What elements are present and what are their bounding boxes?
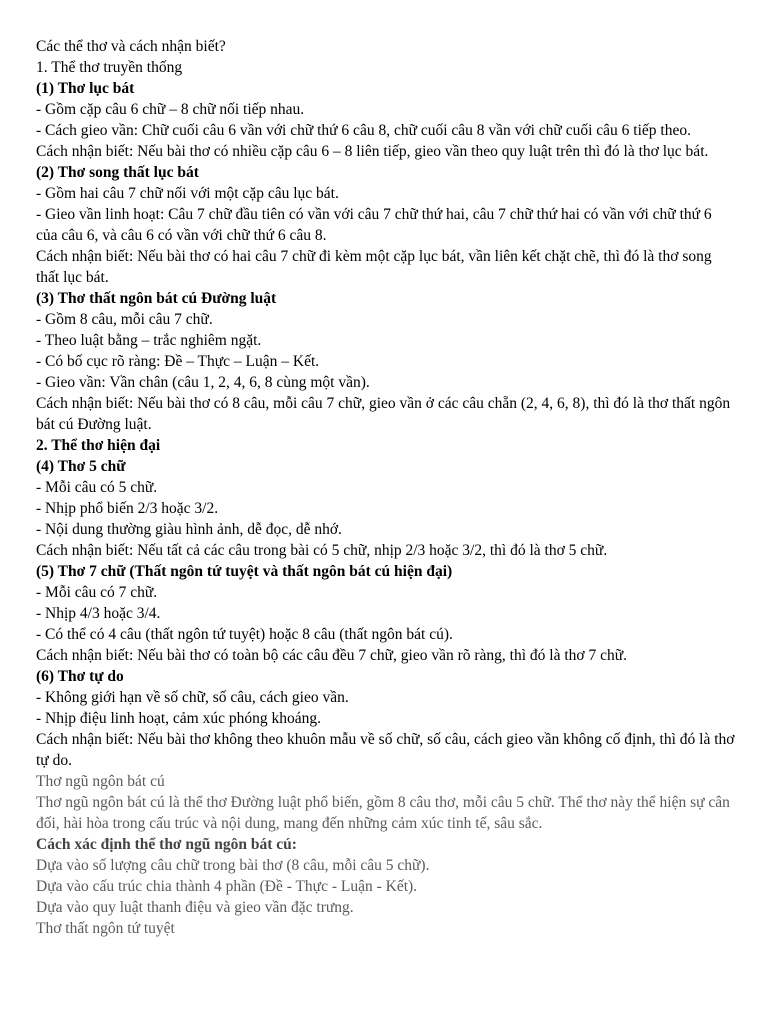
document-title: Các thể thơ và cách nhận biết? — [36, 38, 226, 55]
duong-luat-line-1: - Gồm 8 câu, mỗi câu 7 chữ. — [36, 311, 213, 328]
duong-luat-line-2: - Theo luật bằng – trắc nghiêm ngặt. — [36, 332, 262, 349]
ngu-ngon-line-3: Dựa vào quy luật thanh điệu và gieo vần đặc trưng. — [36, 899, 354, 916]
tho-7-chu-recognize: Cách nhận biết: Nếu bài thơ có toàn bộ các câu đều 7 chữ, gieo vần rõ ràng, thì đó là thơ 7 chữ. — [36, 647, 628, 664]
tho-5-chu-line-2: - Nhịp phổ biến 2/3 hoặc 3/2. — [36, 500, 219, 517]
heading-tho-7-chu: (5) Thơ 7 chữ (Thất ngôn tứ tuyệt và thất ngôn bát cú hiện đại) — [36, 563, 453, 580]
tho-tu-do-recognize: Cách nhận biết: Nếu bài thơ không theo khuôn mẫu về số chữ, số câu, cách gieo vần không cố định, thì đó là thơ tự do. — [36, 731, 735, 769]
heading-tho-5-chu: (4) Thơ 5 chữ — [36, 458, 126, 475]
luc-bat-line-1: - Gồm cặp câu 6 chữ – 8 chữ nối tiếp nhau. — [36, 101, 305, 118]
heading-duong-luat: (3) Thơ thất ngôn bát cú Đường luật — [36, 290, 277, 307]
tho-7-chu-line-2: - Nhịp 4/3 hoặc 3/4. — [36, 605, 161, 622]
duong-luat-line-3: - Có bố cục rõ ràng: Đề – Thực – Luận – Kết. — [36, 353, 320, 370]
tho-5-chu-recognize: Cách nhận biết: Nếu tất cả các câu trong bài có 5 chữ, nhịp 2/3 hoặc 3/2, thì đó là thơ 5 chữ. — [36, 542, 608, 559]
section-heading-modern: 2. Thể thơ hiện đại — [36, 437, 161, 454]
song-that-line-1: - Gồm hai câu 7 chữ nối với một cặp câu lục bát. — [36, 185, 339, 202]
tho-7-chu-line-1: - Mỗi câu có 7 chữ. — [36, 584, 158, 601]
tho-tu-do-line-2: - Nhịp điệu linh hoạt, cảm xúc phóng khoáng. — [36, 710, 321, 727]
song-that-recognize: Cách nhận biết: Nếu bài thơ có hai câu 7 chữ đi kèm một cặp lục bát, vần liên kết chặt chẽ, thì đó là thơ song thất lục bát. — [36, 248, 712, 286]
ngu-ngon-line-1: Dựa vào số lượng câu chữ trong bài thơ (8 câu, mỗi câu 5 chữ). — [36, 857, 430, 874]
tho-5-chu-line-3: - Nội dung thường giàu hình ảnh, dễ đọc, dễ nhớ. — [36, 521, 342, 538]
heading-luc-bat: (1) Thơ lục bát — [36, 80, 135, 97]
duong-luat-recognize: Cách nhận biết: Nếu bài thơ có 8 câu, mỗi câu 7 chữ, gieo vần ở các câu chẵn (2, 4, 6, 8), thì đó là thơ thất ngôn bát cú Đường luật. — [36, 395, 731, 433]
heading-that-ngon-tu-tuyet: Thơ thất ngôn tứ tuyệt — [36, 920, 175, 937]
luc-bat-recognize: Cách nhận biết: Nếu bài thơ có nhiều cặp câu 6 – 8 liên tiếp, gieo vần theo quy luật trên thì đó là thơ lục bát. — [36, 143, 709, 160]
ngu-ngon-paragraph: Thơ ngũ ngôn bát cú là thể thơ Đường luật phổ biến, gồm 8 câu thơ, mỗi câu 5 chữ. Thể thơ này thể hiện sự cân đối, hài hòa trong cấu trúc và nội dung, mang đến những cảm xúc tinh tế, sâu sắc. — [36, 794, 730, 832]
luc-bat-line-2: - Cách gieo vần: Chữ cuối câu 6 vần với chữ thứ 6 câu 8, chữ cuối câu 8 vần với chữ cuối câu 6 tiếp theo. — [36, 122, 691, 139]
song-that-line-2: - Gieo vần linh hoạt: Câu 7 chữ đầu tiên có vần với câu 7 chữ thứ hai, câu 7 chữ thứ hai có vần với chữ thứ 6 của câu 6, và câu 6 có vần với chữ thứ 6 câu 8. — [36, 206, 712, 244]
tho-5-chu-line-1: - Mỗi câu có 5 chữ. — [36, 479, 158, 496]
duong-luat-line-4: - Gieo vần: Vần chân (câu 1, 2, 4, 6, 8 cùng một vần). — [36, 374, 370, 391]
section-heading-traditional: 1. Thể thơ truyền thống — [36, 59, 183, 76]
ngu-ngon-how-heading: Cách xác định thể thơ ngũ ngôn bát cú: — [36, 836, 297, 853]
tho-7-chu-line-3: - Có thể có 4 câu (thất ngôn tứ tuyệt) hoặc 8 câu (thất ngôn bát cú). — [36, 626, 453, 643]
heading-ngu-ngon-bat-cu: Thơ ngũ ngôn bát cú — [36, 773, 165, 790]
document-page — [36, 36, 736, 939]
heading-song-that-luc-bat: (2) Thơ song thất lục bát — [36, 164, 199, 181]
heading-tho-tu-do: (6) Thơ tự do — [36, 668, 124, 685]
ngu-ngon-line-2: Dựa vào cấu trúc chia thành 4 phần (Đề - Thực - Luận - Kết). — [36, 878, 418, 895]
tho-tu-do-line-1: - Không giới hạn về số chữ, số câu, cách gieo vần. — [36, 689, 349, 706]
